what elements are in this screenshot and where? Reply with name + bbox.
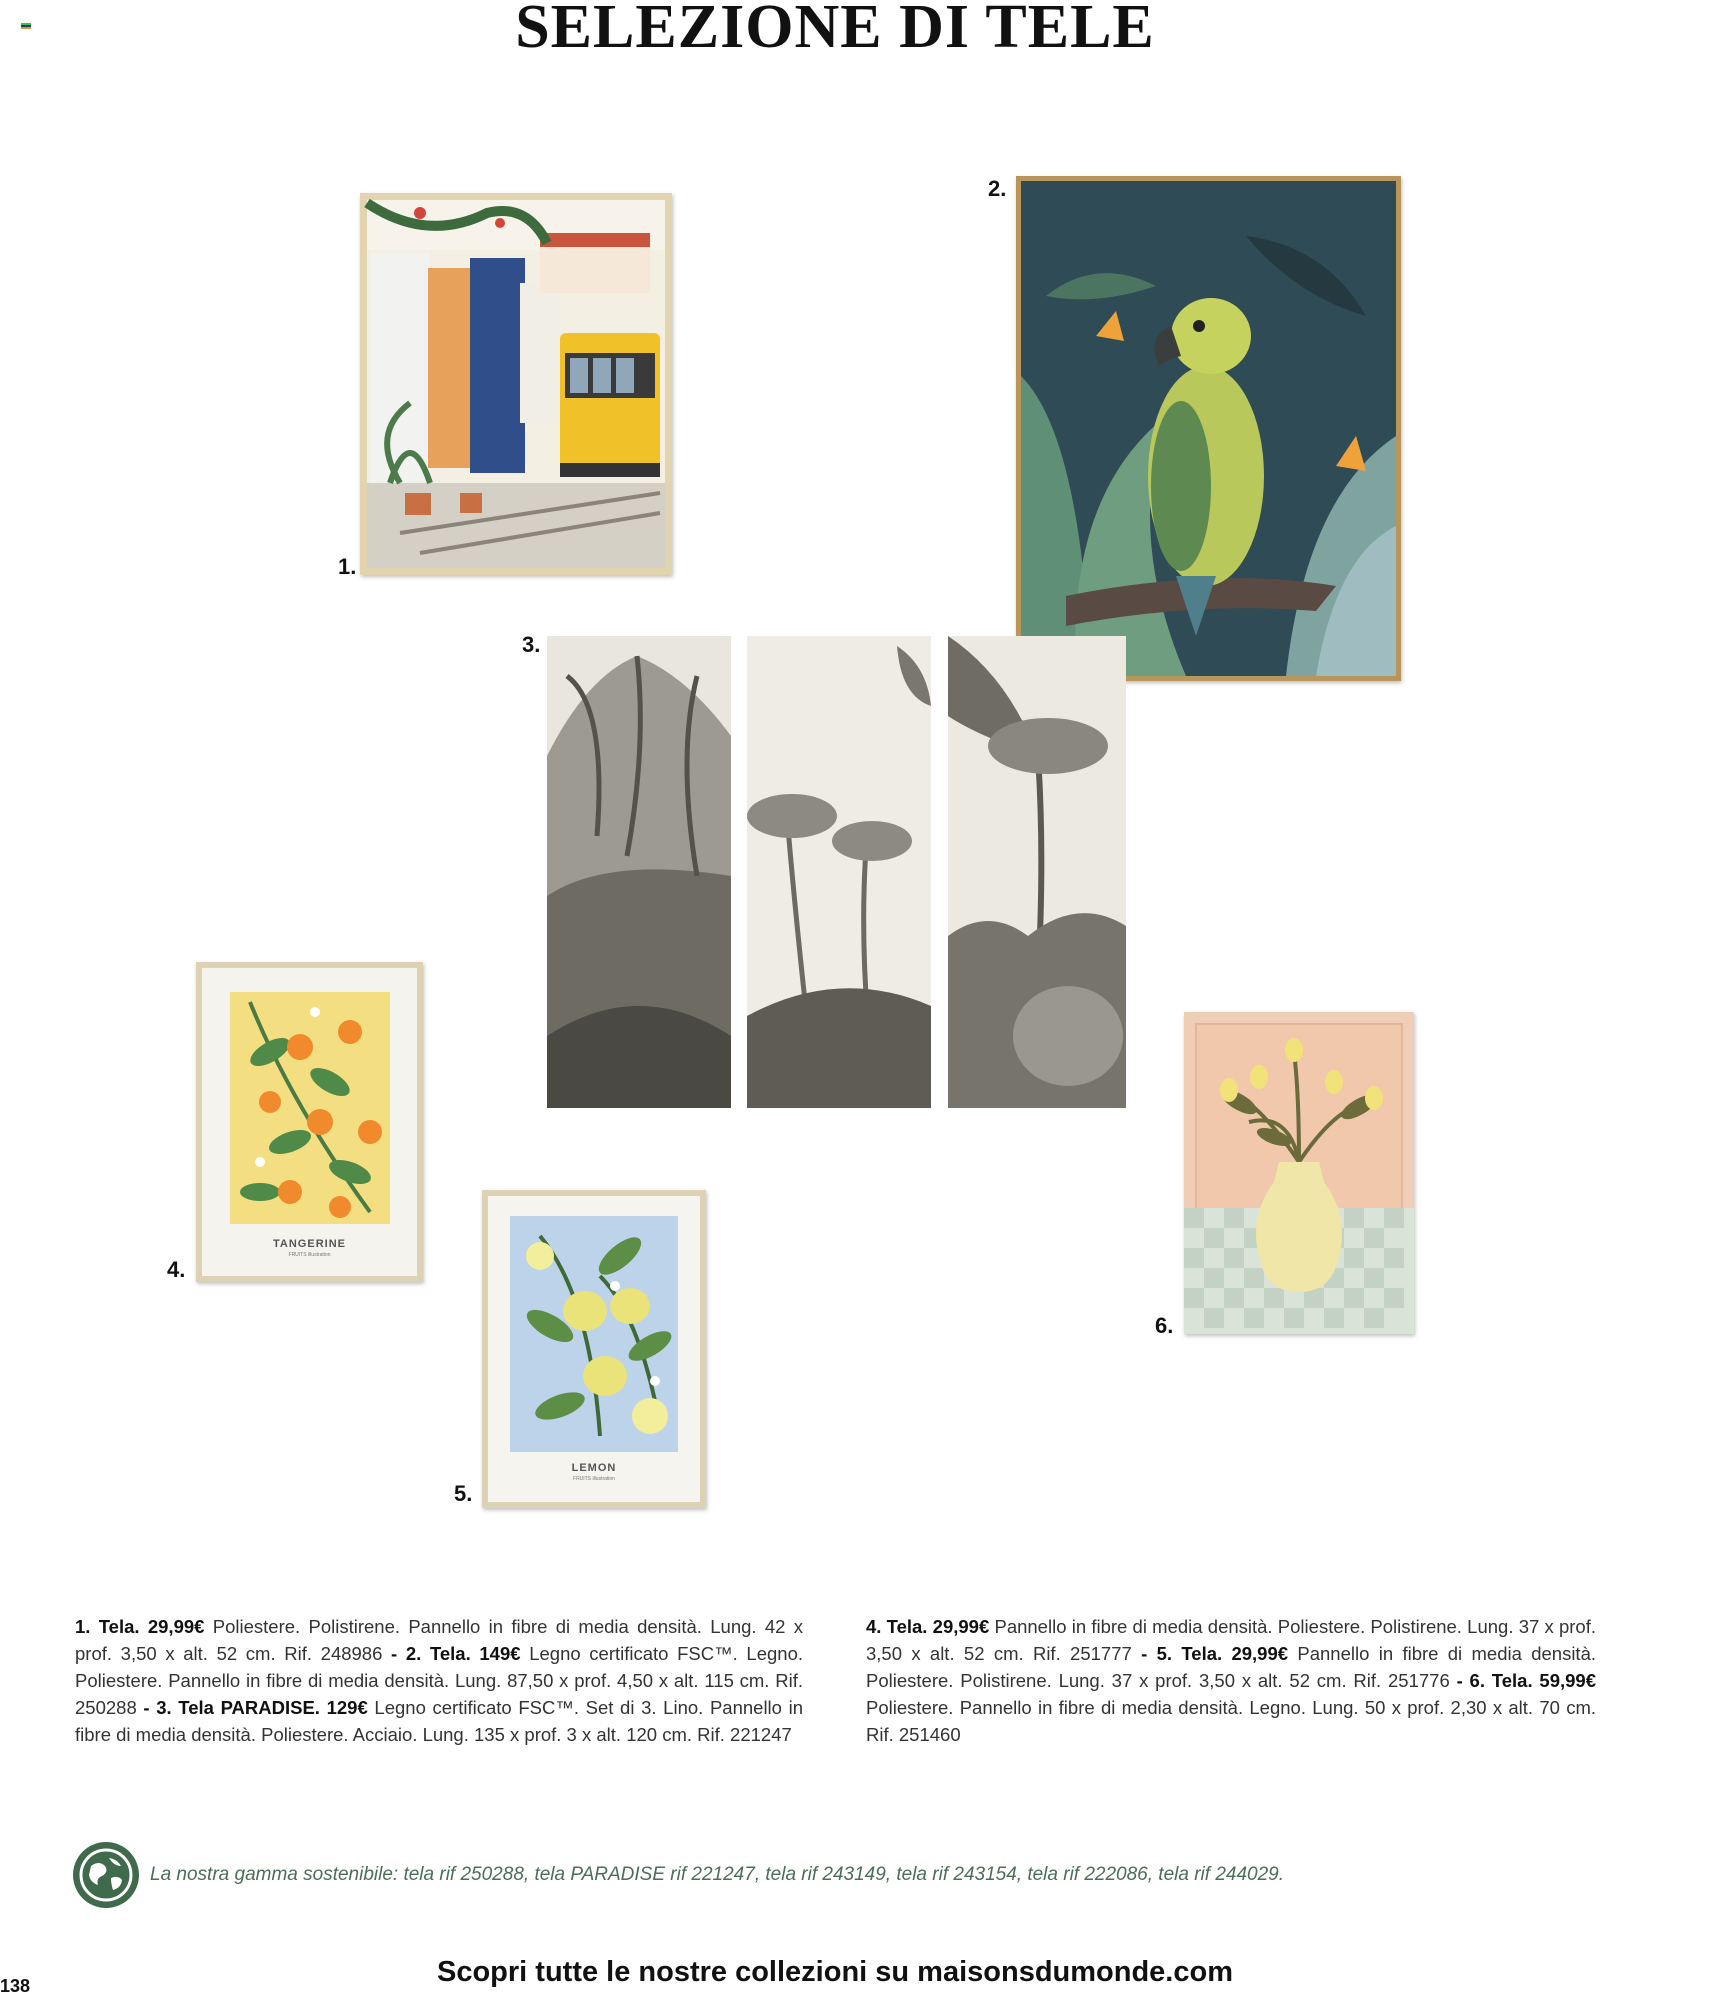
caption-item-5-name: - 5. Tela. 29,99€	[1141, 1643, 1289, 1664]
lemon-print-label: LEMON	[571, 1462, 617, 1474]
palm-jungle-illustration	[948, 636, 1126, 1108]
canvas-2-parrot[interactable]	[1016, 176, 1401, 681]
caption-item-1-text: Poliestere. Polistirene. Pannello in fibre di media densità. Lung. 42 x prof. 3,50 x alt. 52 cm. Rif. 248986	[75, 1616, 804, 1664]
canvas-6-vase[interactable]	[1184, 1012, 1414, 1334]
caption-item-6-name: - 6. Tela. 59,99€	[1456, 1670, 1596, 1691]
caption-item-1-name: 1. Tela. 29,99€	[75, 1616, 205, 1637]
canvas-3-paradise-panel-middle[interactable]	[747, 636, 931, 1108]
canvas-3-paradise-panel-right[interactable]	[948, 636, 1126, 1108]
caption-item-4-text: Pannello in fibre di media densità. Poliestere. Polistirene. Lung. 37 x prof. 3,50 x alt. 52 cm. Rif. 251777	[866, 1616, 1596, 1664]
item-number-4: 4.	[167, 1257, 186, 1282]
caption-item-4-name: 4. Tela. 29,99€	[866, 1616, 990, 1637]
sustainable-range-text: La nostra gamma sostenibile: tela rif 250288, tela PARADISE rif 221247, tela rif 243149, tela rif 243154, tela rif 222086, tela rif 244029.	[150, 1864, 1285, 1885]
caption-item-5-text: Pannello in fibre di media densità. Poliestere. Polistirene. Lung. 37 x prof. 3,50 x alt. 52 cm. Rif. 251776	[866, 1643, 1597, 1691]
caption-item-3-text: Legno certificato FSC™. Set di 3. Lino. Pannello in fibre di media densità. Poliestere. Acciaio. Lung. 135 x prof. 3 x alt. 120 cm. Rif. 221247	[75, 1697, 804, 1745]
tangerine-print-sublabel: FRUITS illustration	[288, 1252, 331, 1258]
canvas-1-lisbon-tram[interactable]	[360, 193, 672, 575]
lisbon-tram-illustration	[360, 193, 672, 575]
item-number-2: 2.	[988, 176, 1007, 201]
lemon-branch-illustration	[510, 1216, 678, 1452]
item-number-5: 5.	[454, 1481, 473, 1506]
canvas-3-paradise-panel-left[interactable]	[547, 636, 731, 1108]
caption-item-3-name: - 3. Tela PARADISE. 129€	[143, 1697, 368, 1718]
item-number-3: 3.	[522, 632, 541, 657]
item-number-1: 1.	[338, 554, 357, 579]
caption-item-2-name: - 2. Tela. 149€	[391, 1643, 521, 1664]
page-number: 138	[0, 1976, 31, 1996]
parrot-jungle-illustration	[1016, 176, 1401, 681]
palm-jungle-illustration	[747, 636, 931, 1108]
globe-leaf-icon	[73, 1842, 139, 1908]
caption-item-6-text: Poliestere. Pannello in fibre di media densità. Legno. Lung. 50 x prof. 2,30 x alt. 70 cm. Rif. 251460	[866, 1697, 1596, 1745]
tangerine-print-label: TANGERINE	[273, 1238, 346, 1250]
item-number-6: 6.	[1155, 1313, 1174, 1338]
caption-item-2-text: Legno certificato FSC™. Legno. Poliestere. Pannello in fibre di media densità. Lung. 87,50 x prof. 4,50 x alt. 115 cm. Rif. 250288	[75, 1643, 803, 1718]
page-title: SELEZIONE DI TELE	[515, 0, 1155, 61]
caption-right	[866, 1613, 1596, 1748]
palm-jungle-illustration	[547, 636, 731, 1108]
caption-left	[75, 1613, 803, 1748]
canvas-5-lemon[interactable]	[482, 1190, 706, 1508]
footer-website-link[interactable]: Scopri tutte le nostre collezioni su maisonsdumonde.com	[436, 1956, 1233, 1988]
tangerine-branch-illustration	[230, 992, 390, 1224]
flag-icon	[21, 23, 31, 29]
lemon-print-sublabel: FRUITS illustration	[573, 1476, 615, 1482]
yellow-tulip-vase-illustration	[1184, 1012, 1414, 1334]
canvas-4-tangerine[interactable]	[196, 962, 423, 1282]
